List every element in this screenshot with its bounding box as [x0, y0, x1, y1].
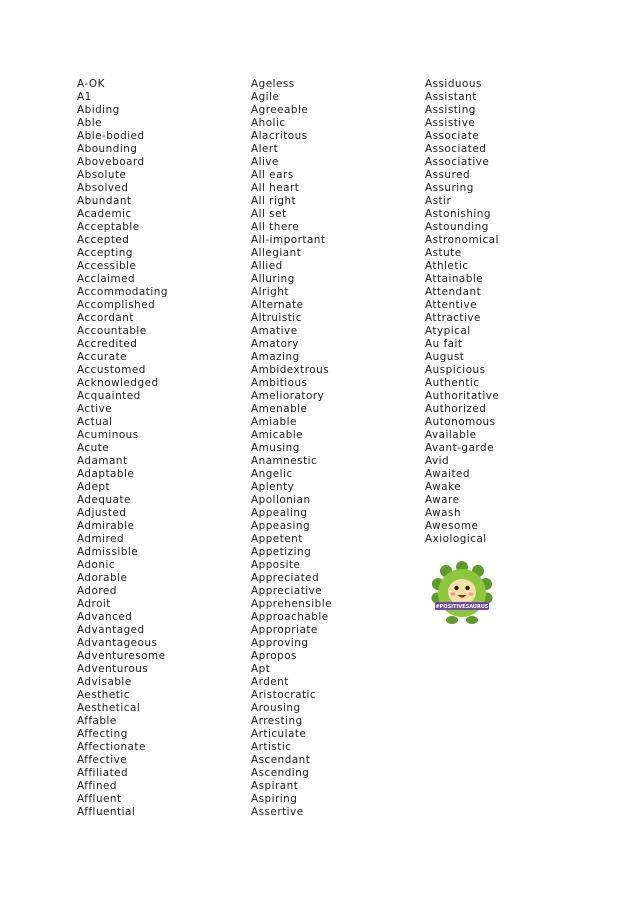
word-list-item: Appetizing — [251, 546, 312, 558]
word-list-item: Affectionate — [77, 741, 146, 753]
word-list-item: Accustomed — [77, 364, 146, 376]
word-list-item: Affable — [77, 715, 117, 727]
word-list-item: All set — [251, 208, 287, 220]
mascot-banner-text: #POSITIVESAURUS — [435, 604, 489, 611]
word-list-item: Appealing — [251, 507, 308, 519]
word-list-item: Awash — [425, 507, 462, 519]
word-list-item: Assured — [425, 169, 471, 181]
word-list-item: Adept — [77, 481, 111, 493]
word-list-item: Aristocratic — [251, 689, 317, 701]
word-column-2 — [251, 78, 332, 819]
word-list-item: Authorized — [425, 403, 487, 415]
word-list-item: Avant-garde — [425, 442, 494, 454]
word-list-item: All heart — [251, 182, 300, 194]
word-list-item: All right — [251, 195, 297, 207]
word-list-item: Abundant — [77, 195, 132, 207]
word-list-item: Awesome — [425, 520, 479, 532]
mascot-cheek-left — [451, 592, 456, 595]
word-list-item: Astute — [425, 247, 462, 259]
word-list-item: Abounding — [77, 143, 138, 155]
word-list-item: Apropos — [251, 650, 297, 662]
word-list-item: Active — [77, 403, 113, 415]
word-list-item: Accepted — [77, 234, 130, 246]
word-list-item: Articulate — [251, 728, 307, 740]
word-list-item: Apt — [251, 663, 271, 675]
word-list-item: Accountable — [77, 325, 147, 337]
word-list-item: Aplenty — [251, 481, 295, 493]
word-list-item: Amative — [251, 325, 298, 337]
word-list-item: Assistive — [425, 117, 476, 129]
word-list-item: Acuminous — [77, 429, 139, 441]
word-list-item: A-OK — [77, 78, 105, 90]
word-list-item: Assuring — [425, 182, 474, 194]
word-list-item: Alright — [251, 286, 289, 298]
word-list-item: Accommodating — [77, 286, 168, 298]
word-list-item: Appetent — [251, 533, 303, 545]
word-list-item: Alert — [251, 143, 279, 155]
word-list-item: Adjusted — [77, 507, 127, 519]
word-list-item: Associated — [425, 143, 487, 155]
word-list-item: Aesthetical — [77, 702, 141, 714]
word-list-item: Arresting — [251, 715, 303, 727]
word-list-item: Aspiring — [251, 793, 298, 805]
mascot-foot-right — [466, 616, 478, 624]
word-list-item: Assertive — [251, 806, 304, 818]
word-list-item: Ambitious — [251, 377, 308, 389]
word-list-item: Alive — [251, 156, 279, 168]
word-list-item: Affective — [77, 754, 128, 766]
word-list-item: All there — [251, 221, 300, 233]
word-list-item: Acclaimed — [77, 273, 136, 285]
word-list-item: Assisting — [425, 104, 476, 116]
word-list-item: Amusing — [251, 442, 300, 454]
word-list-item: Amelioratory — [251, 390, 325, 402]
word-list-item: Avid — [425, 455, 450, 467]
word-list-item: Admissible — [77, 546, 139, 558]
word-list-item: All-important — [251, 234, 326, 246]
word-list-item: Authoritative — [425, 390, 500, 402]
word-list-item: Apposite — [251, 559, 301, 571]
word-list-item: Accordant — [77, 312, 134, 324]
word-list-item: Able — [77, 117, 102, 129]
word-list-item: Academic — [77, 208, 132, 220]
word-list-item: Adventuresome — [77, 650, 166, 662]
word-list-item: Able-bodied — [77, 130, 145, 142]
word-list-item: Astonishing — [425, 208, 491, 220]
word-list-item: Amatory — [251, 338, 299, 350]
word-list-item: Alacritous — [251, 130, 308, 142]
word-list-item: Absolved — [77, 182, 129, 194]
word-list-item: Amiable — [251, 416, 297, 428]
word-list-item: Ardent — [251, 676, 289, 688]
word-list-item: Allied — [251, 260, 283, 272]
word-list-item: Aboveboard — [77, 156, 145, 168]
mascot-eye-left — [454, 586, 458, 590]
word-list-item: Astounding — [425, 221, 489, 233]
word-list-item: Acute — [77, 442, 110, 454]
word-list-item: Agreeable — [251, 104, 309, 116]
word-list-item: Ascendant — [251, 754, 311, 766]
word-list-item: Accepting — [77, 247, 133, 259]
word-list-item: Adequate — [77, 494, 131, 506]
word-column-3 — [425, 78, 499, 546]
word-list-item: Advanced — [77, 611, 133, 623]
word-list-item: Accomplished — [77, 299, 156, 311]
word-list-item: Affecting — [77, 728, 128, 740]
word-list-item: Alluring — [251, 273, 295, 285]
word-list-item: Accredited — [77, 338, 138, 350]
word-list-item: Assistant — [425, 91, 477, 103]
word-list-item: Anamnestic — [251, 455, 318, 467]
word-list-item: Amazing — [251, 351, 300, 363]
word-list-item: Accessible — [77, 260, 137, 272]
word-list-item: Ambidextrous — [251, 364, 330, 376]
word-list-item: Aholic — [251, 117, 286, 129]
word-list-item: Ageless — [251, 78, 295, 90]
word-list-item: Amenable — [251, 403, 308, 415]
mascot-face — [448, 579, 476, 605]
word-list-item: Attractive — [425, 312, 481, 324]
word-list-item: Awake — [425, 481, 462, 493]
word-list-item: Astronomical — [425, 234, 499, 246]
word-list-item: Affluent — [77, 793, 122, 805]
word-list-item: Alternate — [251, 299, 304, 311]
word-list-item: Actual — [77, 416, 113, 428]
word-list-item: Axiological — [425, 533, 487, 545]
word-list-item: Aspirant — [251, 780, 299, 792]
word-list-item: Artistic — [251, 741, 292, 753]
word-list-item: Altruistic — [251, 312, 302, 324]
word-list-item: Approachable — [251, 611, 329, 623]
word-list-item: Affined — [77, 780, 118, 792]
word-list-item: Arousing — [251, 702, 301, 714]
word-list-item: Advantageous — [77, 637, 158, 649]
word-list-item: Amicable — [251, 429, 304, 441]
word-list-item: Appropriate — [251, 624, 318, 636]
word-list-item: Awaited — [425, 468, 471, 480]
word-list-item: Aware — [425, 494, 460, 506]
word-list-item: Apollonian — [251, 494, 311, 506]
word-list-item: Au fait — [425, 338, 463, 350]
word-list-item: Affiliated — [77, 767, 129, 779]
mascot-eye-right — [465, 586, 469, 590]
word-list-item: Auspicious — [425, 364, 486, 376]
word-list-item: Allegiant — [251, 247, 302, 259]
word-list-item: Acknowledged — [77, 377, 159, 389]
word-list-item: Adorable — [77, 572, 128, 584]
word-list-item: Absolute — [77, 169, 127, 181]
word-list-item: Adaptable — [77, 468, 135, 480]
word-list-item: Angelic — [251, 468, 293, 480]
word-list-item: Appreciative — [251, 585, 323, 597]
word-list-item: Attainable — [425, 273, 484, 285]
word-list-item: Adored — [77, 585, 117, 597]
word-list-item: Abiding — [77, 104, 120, 116]
word-list-item: Advisable — [77, 676, 132, 688]
word-list-item: Admired — [77, 533, 125, 545]
word-list-item: Authentic — [425, 377, 480, 389]
word-list-item: Available — [425, 429, 477, 441]
mascot-cheek-right — [469, 592, 474, 595]
word-list-item: Adamant — [77, 455, 128, 467]
mascot-foot-left — [446, 616, 458, 624]
word-list-item: Atypical — [425, 325, 471, 337]
word-list-item: A1 — [77, 91, 92, 103]
word-list-item: Appreciated — [251, 572, 320, 584]
word-list-item: Astir — [425, 195, 452, 207]
word-column-1 — [77, 78, 168, 819]
word-list-item: Agile — [251, 91, 280, 103]
word-list-item: Autonomous — [425, 416, 496, 428]
positivesaurus-mascot-logo — [431, 560, 493, 628]
word-list-item: Acquainted — [77, 390, 141, 402]
word-list-item: All ears — [251, 169, 294, 181]
word-list-item: Aesthetic — [77, 689, 130, 701]
word-list-item: Adventurous — [77, 663, 149, 675]
word-list-item: Acceptable — [77, 221, 140, 233]
word-list-item: Attentive — [425, 299, 478, 311]
word-list-item: Ascending — [251, 767, 310, 779]
word-list-item: Admirable — [77, 520, 135, 532]
word-list-item: Apprehensible — [251, 598, 332, 610]
word-list-item: Adroit — [77, 598, 111, 610]
word-list-item: Affluential — [77, 806, 136, 818]
word-list-item: Assiduous — [425, 78, 482, 90]
word-list-item: August — [425, 351, 465, 363]
word-list-item: Approving — [251, 637, 309, 649]
word-list-item: Attendant — [425, 286, 482, 298]
word-list-item: Accurate — [77, 351, 128, 363]
word-list-item: Associative — [425, 156, 490, 168]
word-list-item: Athletic — [425, 260, 469, 272]
word-list-item: Adonic — [77, 559, 116, 571]
word-list-item: Appeasing — [251, 520, 311, 532]
word-list-item: Associate — [425, 130, 480, 142]
word-list-item: Advantaged — [77, 624, 145, 636]
